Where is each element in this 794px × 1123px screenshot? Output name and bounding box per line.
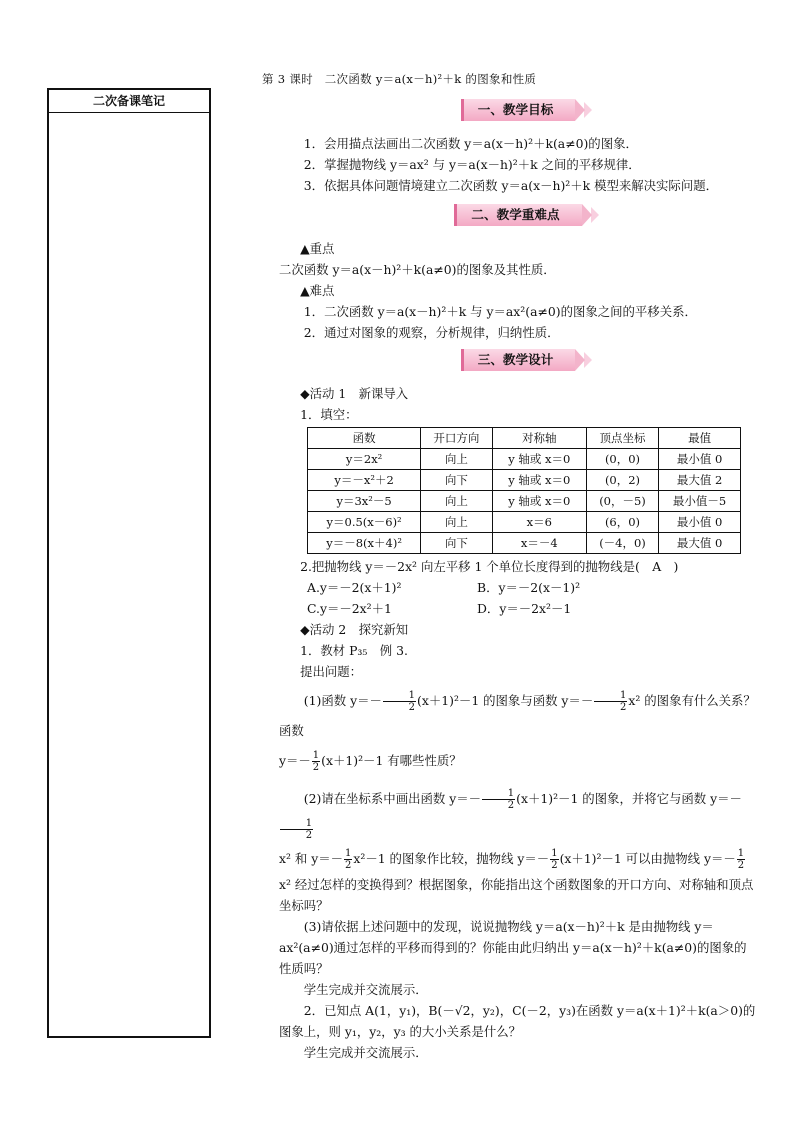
table-header: 函数 <box>308 428 421 449</box>
table-cell: 最小值 0 <box>659 512 741 533</box>
problem-1: (1)函数 y＝－ $\frac{1}{2}$ (x＋1)²－1 的图象与函数 y＝－ $\frac{1}{2}$ x² 的图象有什么关系？函数 <box>279 690 756 738</box>
key-label: ▲重点 <box>300 241 335 256</box>
table-cell: x＝6 <box>492 512 586 533</box>
table-cell: 向上 <box>421 512 493 533</box>
table-cell: y 轴或 x＝0 <box>492 491 586 512</box>
table-cell: y＝－x²＋2 <box>308 470 421 491</box>
student-show-1: 学生完成并交流展示． <box>303 982 428 997</box>
table-cell: 最大值 0 <box>659 533 741 554</box>
table-header: 顶点坐标 <box>586 428 658 449</box>
table-cell: y＝3x²－5 <box>308 491 421 512</box>
hard-item: 1．二次函数 y＝a(x－h)²＋k 与 y＝ax²(a≠0)的图象之间的平移关系． <box>303 304 697 319</box>
table-cell: (－4，0) <box>586 533 658 554</box>
raise-question-label: 提出问题： <box>300 664 363 679</box>
table-cell: y 轴或 x＝0 <box>492 449 586 470</box>
fraction: $\frac{1}{2}$ <box>345 848 352 871</box>
key-text: 二次函数 y＝a(x－h)²＋k(a≠0)的图象及其性质． <box>279 262 556 277</box>
table-cell: x＝－4 <box>492 533 586 554</box>
problem-1-cont: y＝－ $\frac{1}{2}$ (x＋1)²－1 有哪些性质？ <box>279 750 462 773</box>
problem-3: (3)请依据上述问题中的发现，说说抛物线 y＝a(x－h)²＋k 是由抛物线 y＝ax²(a≠0)通过怎样的平移而得到的？你能由此归纳出 y＝a(x－h)²＋k(a≠0)的图象的性质吗？ <box>279 919 747 976</box>
option-d: D．y＝－2x²－1 <box>477 601 572 616</box>
table-row <box>308 533 741 554</box>
table-cell: (0，2) <box>586 470 658 491</box>
objective-item: 1．会用描点法画出二次函数 y＝a(x－h)²＋k(a≠0)的图象． <box>303 136 638 151</box>
notes-title: 二次备课笔记 <box>49 90 209 113</box>
table-cell: (0，0) <box>586 449 658 470</box>
table-header: 对称轴 <box>492 428 586 449</box>
problem-2-end: x² 经过怎样的变换得到？根据图象，你能指出这个函数图象的开口方向、对称轴和顶点坐标吗？ <box>279 877 754 913</box>
table-cell: 向上 <box>421 491 493 512</box>
table-row <box>308 491 741 512</box>
table-cell: y＝－8(x＋4)² <box>308 533 421 554</box>
table-cell: y＝2x² <box>308 449 421 470</box>
table-cell: 最大值 2 <box>659 470 741 491</box>
option-c: C.y＝－2x²＋1 <box>307 601 392 616</box>
section-heading-objectives: 一、教学目标 <box>461 99 576 121</box>
problem-2-cont: x² 和 y＝－ $\frac{1}{2}$ x²－1 的图象作比较，抛物线 y＝－ $\frac{1}{2}$ (x＋1)²－1 可以由抛物线 y＝－ $\frac{1}{2}$ <box>279 848 745 871</box>
fill-table <box>307 427 741 554</box>
fraction: $\frac{1}{2}$ <box>312 750 320 773</box>
objective-item: 3．依据具体问题情境建立二次函数 y＝a(x－h)²＋k 模型来解决实际问题． <box>303 178 718 193</box>
notes-box <box>47 88 211 1038</box>
student-show-2: 学生完成并交流展示． <box>303 1045 428 1060</box>
table-cell: y 轴或 x＝0 <box>492 470 586 491</box>
table-header-row <box>308 428 741 449</box>
table-cell: 最小值－5 <box>659 491 741 512</box>
options-row <box>279 598 757 619</box>
fraction: $\frac{1}{2}$ <box>594 690 627 713</box>
table-cell: (0，－5) <box>586 491 658 512</box>
document-title: 第 3 课时 二次函数 y＝a(x－h)²＋k 的图象和性质 <box>262 72 537 86</box>
table-cell: y＝0.5(x－6)² <box>308 512 421 533</box>
table-row <box>308 470 741 491</box>
fraction: $\frac{1}{2}$ <box>280 818 313 841</box>
textbook-ref: 1．教材 P₃₅ 例 3. <box>300 643 408 658</box>
option-a: A.y＝－2(x＋1)² <box>307 580 402 595</box>
option-b: B．y＝－2(x－1)² <box>477 580 581 595</box>
options-row <box>279 577 757 598</box>
table-cell: (6，0) <box>586 512 658 533</box>
fill-label: 1．填空： <box>300 407 358 422</box>
objective-item: 2．掌握抛物线 y＝ax² 与 y＝a(x－h)²＋k 之间的平移规律． <box>303 157 641 172</box>
table-cell: 向下 <box>421 470 493 491</box>
activity-1-heading: ◆活动 1 新课导入 <box>300 386 409 401</box>
section-heading-design: 三、教学设计 <box>461 349 576 371</box>
hard-label: ▲难点 <box>300 283 335 298</box>
section-heading-keypoints: 二、教学重难点 <box>454 204 581 226</box>
question-2b: 2．已知点 A(1，y₁)，B(－√2，y₂)，C(－2，y₃)在函数 y＝a(x＋1)²＋k(a＞0)的图象上，则 y₁，y₂，y₃ 的大小关系是什么？ <box>279 1003 756 1039</box>
table-header: 最值 <box>659 428 741 449</box>
fraction: $\frac{1}{2}$ <box>551 848 558 871</box>
hard-item: 2．通过对图象的观察，分析规律，归纳性质． <box>303 325 560 340</box>
table-row <box>308 512 741 533</box>
activity-2-heading: ◆活动 2 探究新知 <box>300 622 409 637</box>
table-cell: 向下 <box>421 533 493 554</box>
table-row <box>308 449 741 470</box>
question-2: 2.把抛物线 y＝－2x² 向左平移 1 个单位长度得到的抛物线是( A ) <box>300 559 679 574</box>
table-header: 开口方向 <box>421 428 493 449</box>
table-cell: 向上 <box>421 449 493 470</box>
fraction: $\frac{1}{2}$ <box>383 690 416 713</box>
problem-2: (2)请在坐标系中画出函数 y＝－ $\frac{1}{2}$ (x＋1)²－1 的图象，并将它与函数 y＝－ $\frac{1}{2}$ <box>279 784 757 844</box>
fraction: $\frac{1}{2}$ <box>737 848 745 871</box>
table-cell: 最小值 0 <box>659 449 741 470</box>
content <box>279 96 757 1063</box>
fraction: $\frac{1}{2}$ <box>482 788 515 811</box>
